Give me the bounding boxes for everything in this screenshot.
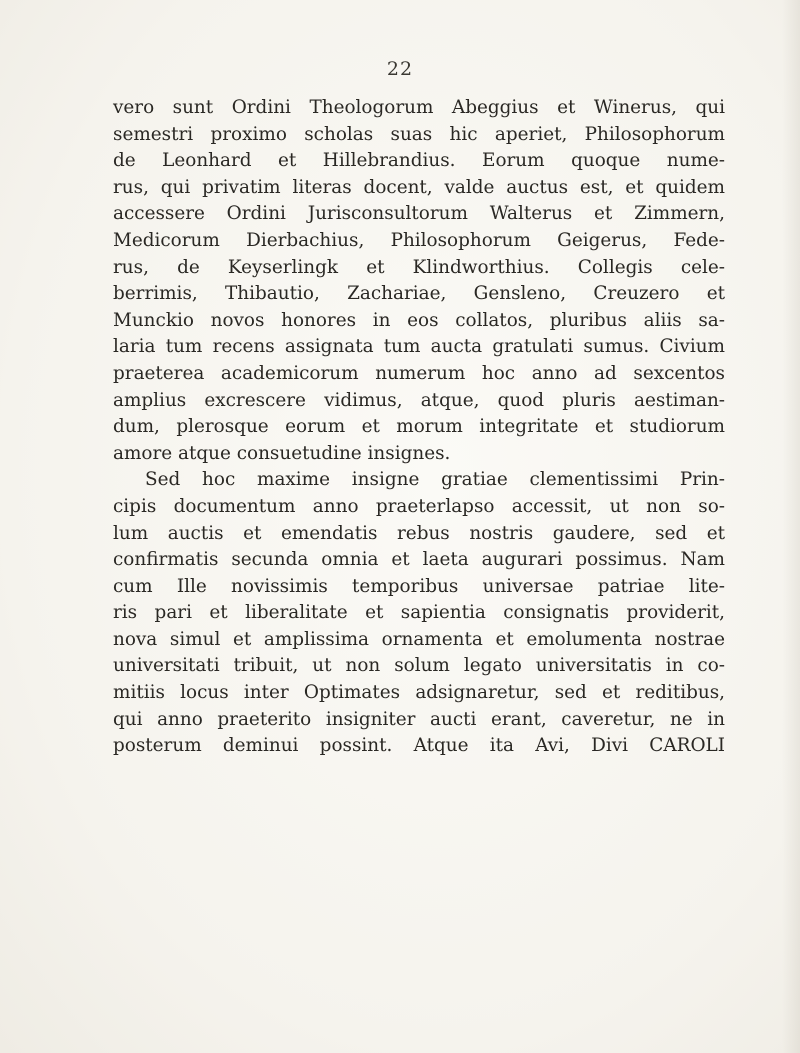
text-line: dum, plerosque eorum et morum integritate et studiorum: [113, 416, 725, 438]
text-line: Munckio novos honores in eos collatos, pluribus aliis sa-: [113, 309, 725, 331]
scan-edge-shadow: [782, 0, 800, 1053]
text-line: laria tum recens assignata tum aucta gratulati sumus. Civium: [113, 336, 725, 358]
text-line: confirmatis secunda omnia et laeta augurari possimus. Nam: [113, 549, 725, 571]
text-line: cipis documentum anno praeterlapso accessit, ut non so-: [113, 495, 725, 517]
text-line: universitati tribuit, ut non solum legato universitatis in co-: [113, 655, 725, 677]
text-line: mitiis locus inter Optimates adsignaretur, sed et reditibus,: [113, 682, 725, 704]
text-line: semestri proximo scholas suas hic aperiet, Philosophorum: [113, 123, 725, 145]
text-line: praeterea academicorum numerum hoc anno ad sexcentos: [113, 362, 725, 384]
text-line: Sed hoc maxime insigne gratiae clementissimi Prin-: [145, 469, 725, 491]
text-line: nova simul et amplissima ornamenta et emolumenta nostrae: [113, 628, 725, 650]
text-line: amplius excrescere vidimus, atque, quod pluris aestiman-: [113, 389, 725, 411]
text-line: posterum deminui possint. Atque ita Avi, Divi CAROLI: [113, 735, 725, 757]
text-line: accessere Ordini Jurisconsultorum Walterus et Zimmern,: [113, 203, 725, 225]
text-line: vero sunt Ordini Theologorum Abeggius et Winerus, qui: [113, 97, 725, 118]
text-line: berrimis, Thibautio, Zachariae, Gensleno, Creuzero et: [113, 283, 725, 305]
text-line: qui anno praeterito insigniter aucti erant, caveretur, ne in: [113, 708, 725, 730]
body-text: [113, 95, 725, 760]
text-line: ris pari et liberalitate et sapientia consignatis providerit,: [113, 602, 725, 624]
page-number: 22: [386, 58, 414, 80]
text-line: Medicorum Dierbachius, Philosophorum Geigerus, Fede-: [113, 229, 725, 251]
text-line: de Leonhard et Hillebrandius. Eorum quoque nume-: [113, 150, 725, 172]
text-line: cum Ille novissimis temporibus universae patriae lite-: [113, 575, 725, 597]
text-line: amore atque consuetudine insignes.: [113, 442, 451, 464]
text-line: lum auctis et emendatis rebus nostris gaudere, sed et: [113, 522, 725, 544]
text-line: rus, de Keyserlingk et Klindworthius. Collegis cele-: [113, 256, 725, 278]
text-line: rus, qui privatim literas docent, valde auctus est, et quidem: [113, 176, 725, 198]
